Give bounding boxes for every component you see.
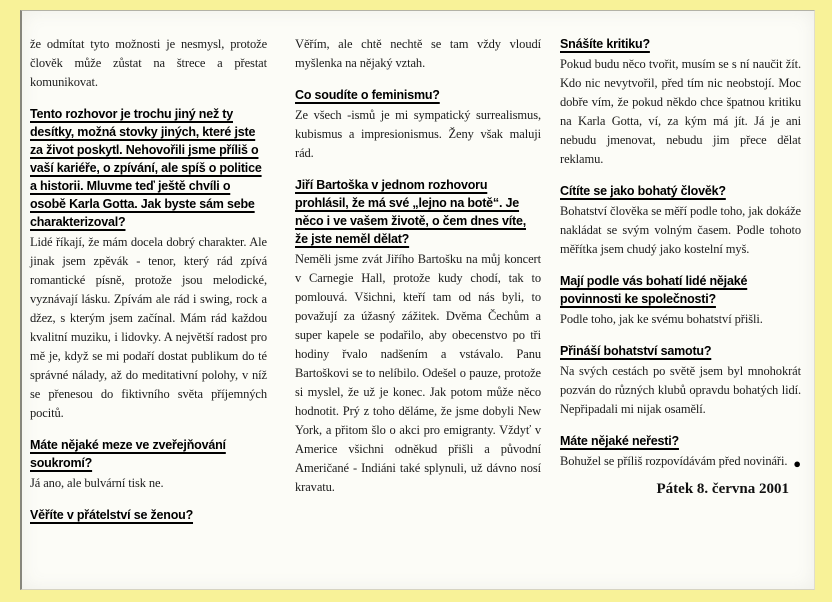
text-columns (30, 35, 801, 526)
answer-paragraph: Já ano, ale bulvární tisk ne. (30, 476, 164, 490)
answer-paragraph: Lidé říkají, že mám docela dobrý charakter. Ale jinak jsem zpěvák - tenor, který rád zpívá romantické písně, protože jsou melodické, vyznávají lásku. Zpívám ale rád i swing, rock a džez, s kterým jsem začínal. Mám rád každou kvalitní muziku, i lidovky. A největší radost pro mě je, když se mi podaří dostat publikum do té správné nálady, až do meditativní polohy, v níž se přenesou do fiktivního světa příjemných pocitů. (30, 235, 268, 420)
question-heading: Přináší bohatství samotu? (560, 344, 712, 358)
answer-paragraph: že odmítat tyto možnosti je nesmysl, protože člověk může zůstat na štrece a přestat komunikovat. (30, 37, 268, 89)
column-middle (295, 35, 541, 497)
answer-paragraph: Věřím, ale chtě nechtě se tam vždy vloudí myšlenka na nějaký vztah. (295, 37, 541, 70)
answer-paragraph: Podle toho, jak ke svému bohatství přišli. (560, 312, 763, 326)
answer-text: Bohužel se příliš rozpovídávám před novináři. (560, 454, 788, 468)
publication-date: Pátek 8. června 2001 (656, 481, 789, 497)
question-heading: Máte nějaké neřesti? (560, 434, 679, 448)
column-left (30, 35, 267, 526)
answer-paragraph-last (560, 452, 801, 471)
question-heading: Snášíte kritiku? (560, 37, 650, 51)
answer-paragraph: Bohatství člověka se měří podle toho, jak dokáže nakládat se svým volným časem. Podle tohoto měřítka jsem chudý jako kostelní myš. (560, 204, 801, 256)
question-heading: Věříte v přátelství se ženou? (30, 508, 194, 522)
question-heading: Jiří Bartoška v jednom rozhovoru prohlásil, že má své „lejno na botě“. Je něco i ve vašem životě, o čem dnes víte, že jste neměl dělat? (295, 178, 527, 246)
question-heading: Máte nějaké meze ve zveřejňování soukromí? (30, 438, 226, 470)
question-heading: Cítíte se jako bohatý člověk? (560, 184, 726, 198)
answer-paragraph: Neměli jsme zvát Jiřího Bartošku na můj koncert v Carnegie Hall, protože kudy chodí, tak to pomlouvá. Všichni, kteří tam od nás byli, to považují za úžasný zážitek. Dvěma Čechům a super kapele se podařilo, aby obecenstvo po tři hodiny řvalo nadšením a vstávalo. Panu Bartoškovi se to nelíbilo. Odešel o pauze, protože si myslel, že už je konec. Jak potom může něco hodnotit. Prý z toho děláme, že jsme dobyli New York, a přitom šlo o akci pro emigranty. Vždyť v Americe všichni odněkud přišli a původní Američané - Indiáni také splynuli, už dávno nosí kravatu. (295, 252, 541, 494)
answer-paragraph: Pokud budu něco tvořit, musím se s ní naučit žít. Kdo nic nevytvořil, před tím nic neobstojí. Moc dobře vím, že pokud někdo chce špatnou kritiku na Karla Gotta, ví, za kým má jít. Já je ani nebudu jmenovat, nebudu jim přece dělat reklamu. (560, 57, 801, 166)
question-heading: Co soudíte o feminismu? (295, 88, 440, 102)
interview-page (20, 10, 815, 590)
end-of-article-dot-icon: ● (793, 456, 801, 471)
question-heading: Tento rozhovor je trochu jiný než ty desítky, možná stovky jiných, které jste za život poskytl. Nehovořili jsme příliš o vaší kariéře, o zpívání, ale spíš o politice a historii. Mluvme teď ještě chvíli o osobě Karla Gotta. Jak byste sám sebe charakterizoval? (30, 107, 262, 229)
answer-paragraph: Ze všech -ismů je mi sympatický surrealismus, kubismus a impresionismus. Ženy však maluji rád. (295, 108, 541, 160)
question-heading: Mají podle vás bohatí lidé nějaké povinnosti ke společnosti? (560, 274, 748, 306)
column-right (560, 35, 801, 498)
answer-paragraph: Na svých cestách po světě jsem byl mnohokrát pozván do různých klubů opravdu bohatých lidí. Nepřipadali mi nijak osamělí. (560, 364, 801, 416)
